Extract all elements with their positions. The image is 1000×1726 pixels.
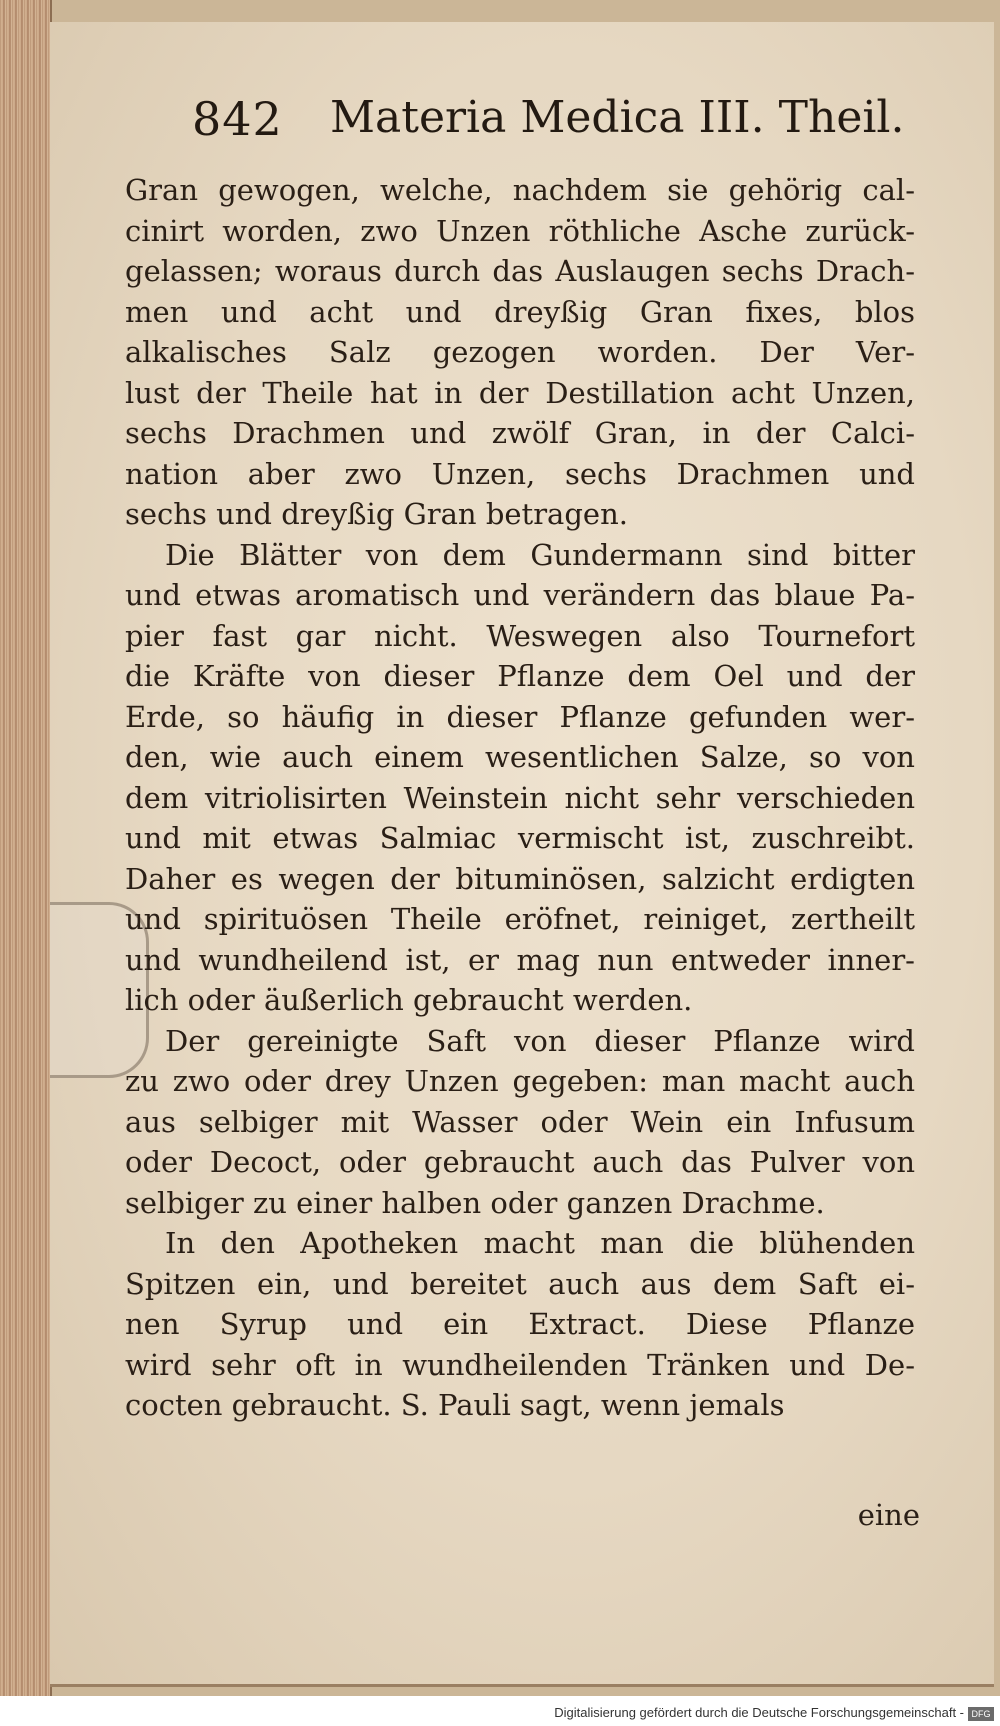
text-line: aus selbiger mit Wasser oder Wein ein Infusum xyxy=(125,1104,915,1139)
text-line: Der gereinigte Saft von dieser Pflanze wird xyxy=(165,1023,915,1058)
text-line: und spirituösen Theile eröfnet, reiniget, zertheilt xyxy=(125,902,915,936)
footer-credit: Digitalisierung gefördert durch die Deutsche Forschungsgemeinschaft - xyxy=(554,1705,964,1720)
text-line: Spitzen ein, und bereitet auch aus dem Saft ei- xyxy=(125,1266,915,1301)
footer-bar xyxy=(0,1696,1000,1726)
text-line: gelassen; woraus durch das Auslaugen sechs Drach- xyxy=(125,254,915,288)
text-line: nation aber zwo Unzen, sechs Drachmen und xyxy=(125,456,915,491)
text-line: selbiger zu einer halben oder ganzen Drachme. xyxy=(125,1185,825,1220)
text-line: sechs und dreyßig Gran betragen. xyxy=(125,497,628,531)
text-line: zu zwo oder drey Unzen gegeben: man macht auch xyxy=(125,1064,915,1098)
text-line: sechs Drachmen und zwölf Gran, in der Calci- xyxy=(125,416,915,450)
text-line: Die Blätter von dem Gundermann sind bitter xyxy=(165,537,915,572)
paragraph xyxy=(125,1223,915,1426)
catchword: eine xyxy=(857,1498,920,1532)
text-line: lich oder äußerlich gebraucht werden. xyxy=(125,983,693,1017)
text-line: und mit etwas Salmiac vermischt ist, zuschreibt. xyxy=(125,821,915,855)
page-number: 842 xyxy=(192,92,283,146)
text-line: alkalisches Salz gezogen worden. Der Ver- xyxy=(125,335,915,369)
body-text xyxy=(125,170,915,1426)
book-page-edges xyxy=(0,0,52,1726)
text-line: dem vitriolisirten Weinstein nicht sehr verschieden xyxy=(125,780,915,815)
paragraph xyxy=(125,1021,915,1224)
text-line: und wundheilend ist, er mag nun entweder inner- xyxy=(125,942,915,977)
text-line: oder Decoct, oder gebraucht auch das Pulver von xyxy=(125,1145,915,1179)
text-line: cinirt worden, zwo Unzen röthliche Asche zurück- xyxy=(125,213,915,248)
text-line: den, wie auch einem wesentlichen Salze, so von xyxy=(125,740,915,774)
text-line: Erde, so häufig in dieser Pflanze gefunden wer- xyxy=(125,699,915,734)
text-line: und etwas aromatisch und verändern das blaue Pa- xyxy=(125,578,915,612)
text-line: Gran gewogen, welche, nachdem sie gehörig cal- xyxy=(125,173,915,207)
text-line: men und acht und dreyßig Gran fixes, blos xyxy=(125,294,915,329)
page-header xyxy=(140,78,905,158)
text-line: wird sehr oft in wundheilenden Tränken und De- xyxy=(125,1347,915,1382)
text-line: Daher es wegen der bituminösen, salzicht erdigten xyxy=(125,861,915,896)
dfg-logo: DFG xyxy=(968,1707,994,1721)
text-line: pier fast gar nicht. Weswegen also Tournefort xyxy=(125,618,915,653)
paragraph xyxy=(125,170,915,535)
text-line: lust der Theile hat in der Destillation acht Unzen, xyxy=(125,375,915,410)
text-line: nen Syrup und ein Extract. Diese Pflanze xyxy=(125,1307,915,1341)
text-line: In den Apotheken macht man die blühenden xyxy=(165,1226,915,1260)
text-line: cocten gebraucht. S. Pauli sagt, wenn jemals xyxy=(125,1388,785,1422)
running-head: Materia Medica III. Theil. xyxy=(330,92,905,143)
paragraph xyxy=(125,535,915,1021)
text-line: die Kräfte von dieser Pflanze dem Oel und der xyxy=(125,659,915,693)
